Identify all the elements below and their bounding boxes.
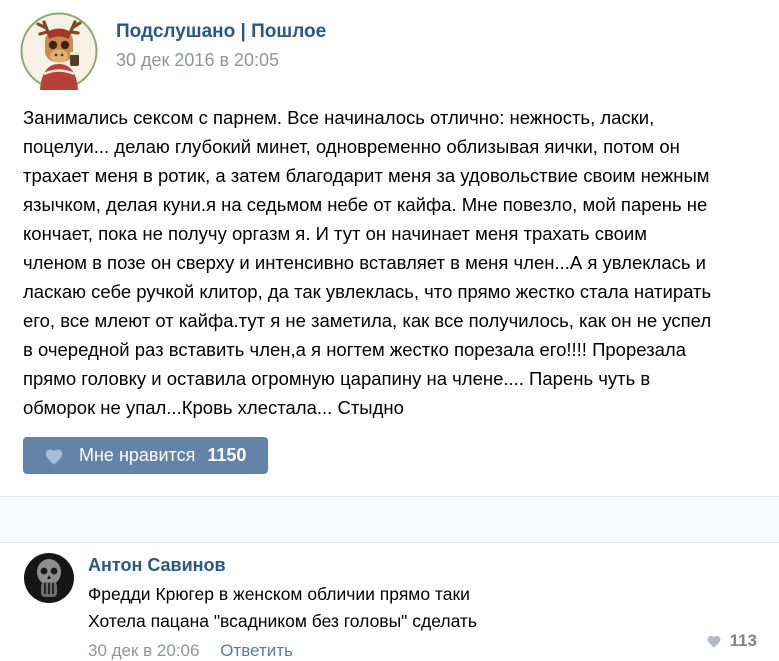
heart-icon <box>44 447 64 465</box>
comment-author-link[interactable]: Антон Савинов <box>88 555 226 575</box>
post-date-link[interactable]: 30 дек 2016 в 20:05 <box>116 50 280 70</box>
post-text: Занимались сексом с парнем. Все начиналось отлично: нежность, ласки, поцелуи... делаю глубокий минет, одновременно облизывая яички, потом он трахает меня в ротик, а затем благодарит меня за удовольствие своим нежным язычком, делая куни.я на седьмом небе от кайфа. Мне повезло, мой парень не кончает, пока не получу оргазм я. И тут он начинает меня трахать своим членом в позе он сверху и интенсивно вставляет в меня член...А я увлеклась и ласкаю себе ручкой клитор, да так увлеклась, что прямо жестко стала натирать его, все млеют от кайфа.тут я не заметила, как все получилось, как он не успел в очередной раз вставить член,а я ногтем жестко порезала его!!!! Прорезала прямо головку и оставила огромную царапину на члене.... Парень чуть в обморок не упал...Кровь хлестала... Стыдно <box>23 107 712 418</box>
like-button[interactable] <box>23 437 268 474</box>
dark-skull-avatar <box>24 553 74 603</box>
comment-item <box>0 543 779 661</box>
comment-date: 30 дек в 20:06 <box>88 641 200 660</box>
comment-like-button[interactable] <box>706 631 757 651</box>
reply-link[interactable]: Ответить <box>220 641 293 660</box>
comment-avatar[interactable] <box>24 553 74 603</box>
heart-icon <box>706 634 722 648</box>
comment-meta <box>88 641 477 661</box>
comment-text-line: Фредди Крюгер в женском обличии прямо таки <box>88 584 470 604</box>
comment-text-line: Хотела пацана "всадником без головы" сделать <box>88 611 478 631</box>
group-avatar[interactable] <box>20 12 98 90</box>
comment-like-count: 113 <box>729 631 757 650</box>
like-button-label: Мне нравится <box>79 445 196 465</box>
comment-body <box>88 553 477 661</box>
comments-separator-band <box>0 496 779 543</box>
post-header <box>0 0 779 90</box>
group-name-link[interactable]: Подслушано | Пошлое <box>116 21 327 42</box>
like-count: 1150 <box>207 445 247 465</box>
post-header-text <box>116 12 326 71</box>
christmas-reindeer-avatar <box>20 12 98 90</box>
post-actions-row <box>0 422 779 474</box>
comment-text <box>88 581 477 635</box>
